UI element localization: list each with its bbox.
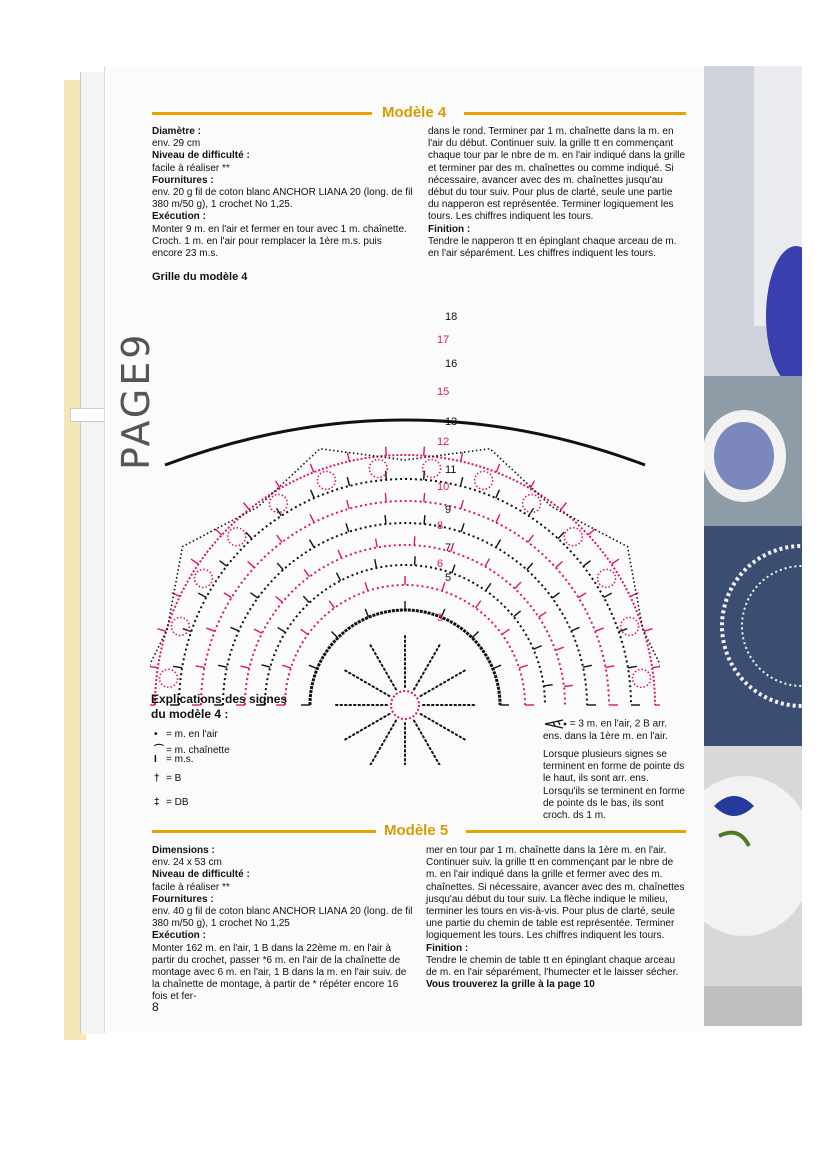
cluster-symbol-note	[543, 718, 688, 743]
stitch-mark	[347, 452, 349, 461]
symbol-note: Lorsque plusieurs signes se terminent en forme de pointe ds le haut, ils sont arr. ens. Lorsqu'ils se terminent en forme de pointe ds le bas, ils sont croch. ds 1 m.	[543, 749, 685, 822]
round-number: 3	[437, 612, 444, 624]
edge-loop	[621, 617, 639, 635]
edge-loop	[171, 617, 189, 635]
radial-chain	[344, 714, 389, 740]
stitch-mark	[604, 593, 612, 597]
paper-edge-marker	[70, 408, 106, 422]
execution-value: Monter 162 m. en l'air, 1 B dans la 22ème m. en l'air à partir du crochet, passer *6 m. en l'air de la chaînette de montage avec 6 m. en l'air, 1 B dans la m. en l'air suiv. de la chaînette de montage, à partir de * répéter encore 16 fois et fer-	[152, 942, 407, 1003]
stitch-mark	[588, 529, 595, 535]
stitch-mark	[528, 535, 533, 542]
stitch-mark	[628, 666, 637, 667]
edge-loop	[269, 494, 287, 512]
stitch-mark	[612, 559, 619, 564]
stitch-mark	[338, 550, 342, 558]
radial-chain	[370, 644, 396, 689]
stitch-mark	[303, 596, 309, 603]
stitch-mark	[282, 665, 291, 668]
stitch-mark	[376, 539, 378, 548]
stitch-mark	[564, 685, 573, 686]
stitch-mark	[365, 582, 368, 591]
radial-chain	[421, 670, 466, 696]
finishing-value: Tendre le chemin de table tt en épinglant chaque arceau de m. en l'air séparément, l'humecter et le laisser sécher.	[426, 954, 679, 979]
round-number: 7	[445, 542, 452, 554]
stitch-mark	[172, 593, 180, 597]
stitch-mark	[527, 563, 533, 570]
supplies-value: env. 20 g fil de coton blanc ANCHOR LIANA 20 (long. de fil 380 m/50 g), 1 crochet No 1,25.	[152, 187, 413, 211]
edge-loop	[423, 459, 441, 477]
stitch-mark	[539, 612, 547, 617]
photo-strip	[704, 66, 802, 1026]
stitch-mark	[310, 464, 313, 472]
legend-title: Explications des signes du modèle 4 :	[151, 692, 288, 721]
edge-loop	[228, 528, 246, 546]
stitch-mark	[561, 503, 567, 510]
stitch-mark	[183, 629, 192, 632]
stitch-mark	[365, 609, 368, 617]
edge-loop	[523, 494, 541, 512]
diameter-value: env. 29 cm	[152, 138, 201, 150]
stitch-mark	[248, 562, 255, 568]
stitch-mark	[583, 561, 590, 567]
stitch-mark	[652, 666, 660, 667]
grid-reference: Vous trouverez la grille à la page 10	[426, 979, 595, 991]
treble-symbol: †	[154, 773, 160, 784]
round-number: 10	[437, 481, 450, 493]
edge-loop	[159, 669, 177, 687]
round-number: 8	[437, 520, 444, 532]
stitch-mark	[424, 471, 425, 480]
radial-chain	[414, 721, 440, 765]
stitch-mark	[301, 629, 308, 634]
finishing-value: Tendre le napperon tt en épinglant chaque arceau de m. en l'air séparément. Les chiffres indiquent les tours.	[428, 235, 677, 260]
round-number: 11	[445, 464, 457, 476]
stitch-mark	[254, 629, 262, 633]
stitch-mark	[231, 627, 239, 631]
stitch-mark	[424, 515, 425, 524]
model5-right-column	[426, 845, 686, 991]
stitch-mark	[244, 503, 250, 510]
round-number: 9	[445, 504, 452, 516]
stitch-mark	[578, 593, 586, 598]
stitch-mark	[486, 583, 491, 590]
single-crochet-symbol: I	[154, 754, 157, 765]
round-number: 15	[437, 386, 450, 398]
execution-continued: dans le rond. Terminer par 1 m. chaînette dans la m. en l'air du début. Continuer suiv. la grille tt en commençant chaque tour par le nbre de m. en l'air indiqué dans la grille et terminer par des m. chaînettes ou comme indiqué. Si nécessaire, avancer avec des m. chaînettes jusqu'au début du tour suiv. Pour plus de clarté, seule une partie du napperon est représentée. Terminer logiquement les tours. Les chiffres indiquent les tours.	[428, 126, 686, 223]
model5-left-column	[152, 845, 414, 1004]
stitch-mark	[375, 559, 377, 568]
cluster-symbol-text: = 3 m. en l'air, 2 B arr. ens. dans la 1ère m. en l'air.	[543, 718, 668, 742]
stitch-mark	[552, 593, 559, 598]
stitch-mark	[150, 666, 158, 667]
stitch-mark	[310, 540, 315, 548]
edge-loop	[317, 471, 335, 489]
page-number: 8	[152, 1000, 159, 1014]
difficulty-label: Niveau de difficulté :	[152, 869, 250, 881]
model5-title: Modèle 5	[384, 822, 449, 839]
round-number: 12	[437, 436, 450, 448]
difficulty-value: facile à réaliser **	[152, 881, 230, 893]
stitch-mark	[583, 665, 592, 667]
stitch-mark	[514, 611, 521, 617]
legend-text: = m.s.	[166, 754, 194, 765]
diameter-label: Diamètre :	[152, 126, 201, 137]
legend-item-sc	[154, 754, 194, 765]
double-treble-symbol: ‡	[154, 797, 160, 808]
round-number: 5	[445, 572, 452, 584]
stitch-mark	[476, 601, 481, 608]
stitch-mark	[461, 523, 464, 532]
edge-loop	[564, 528, 582, 546]
stitch-mark	[347, 477, 349, 486]
dimensions-value: env. 24 x 53 cm	[152, 857, 222, 869]
edge-loop	[475, 471, 493, 489]
edge-loop	[369, 459, 387, 477]
model5-heading	[152, 822, 686, 842]
finishing-label: Finition :	[426, 942, 469, 954]
stitch-mark	[220, 561, 227, 567]
stitch-mark	[347, 500, 349, 509]
scallop-arc	[165, 420, 645, 465]
radial-chain	[414, 644, 440, 689]
stitch-mark	[218, 665, 227, 667]
stitch-mark	[571, 627, 579, 631]
stitch-mark	[246, 532, 252, 539]
stitch-mark	[515, 582, 521, 589]
stitch-mark	[158, 629, 167, 632]
radial-chain	[370, 721, 396, 765]
supplies-label: Fournitures :	[152, 893, 214, 905]
legend-text: = B	[166, 773, 182, 784]
heading-rule-right	[466, 830, 686, 833]
execution-label: Exécution :	[152, 930, 206, 942]
edge-loop	[633, 669, 651, 687]
execution-label: Exécution :	[152, 211, 206, 223]
heading-rule-left	[152, 830, 376, 833]
stitch-mark	[493, 665, 501, 668]
stitch-mark	[250, 593, 257, 598]
stitch-mark	[424, 447, 425, 456]
stitch-mark	[533, 646, 541, 650]
stitch-mark	[276, 596, 283, 602]
stitch-mark	[556, 562, 563, 568]
stitch-mark	[304, 569, 309, 576]
stitch-mark	[519, 665, 528, 668]
legend-text: = m. chaînette	[166, 745, 230, 756]
cluster-icon	[543, 718, 567, 730]
edge-loop	[194, 569, 212, 587]
model4-title: Modèle 4	[382, 104, 447, 121]
stitch-mark	[196, 666, 205, 668]
dimensions-label: Dimensions :	[152, 845, 215, 856]
supplies-label: Fournitures :	[152, 174, 214, 186]
supplies-value: env. 40 g fil de coton blanc ANCHOR LIANA 20 (long. de fil 380 m/50 g), 1 crochet No 1,25	[152, 906, 413, 930]
finishing-label: Finition :	[428, 223, 471, 235]
grid-title: Grille du modèle 4	[152, 271, 248, 283]
legend-item-b	[154, 773, 181, 784]
chain-symbol: •	[154, 729, 158, 740]
stitch-mark	[310, 514, 314, 522]
radial-chain	[344, 670, 389, 696]
stitch-mark	[206, 628, 214, 631]
stitch-mark	[277, 563, 283, 570]
round-number: 18	[445, 311, 458, 323]
stitch-mark	[595, 628, 603, 631]
stitch-mark	[644, 629, 653, 632]
heading-rule-left	[152, 112, 372, 115]
stitch-mark	[452, 565, 455, 573]
stitch-mark	[276, 481, 281, 489]
round-number: 6	[437, 558, 444, 570]
stitch-mark	[496, 464, 499, 472]
stitch-mark	[558, 532, 564, 539]
stitch-mark	[277, 535, 282, 542]
stitch-mark	[424, 493, 425, 502]
paper-edge-white	[80, 72, 107, 1034]
stitch-mark	[451, 543, 454, 552]
heading-rule-right	[464, 112, 686, 115]
legend-text: = m. en l'air	[166, 729, 218, 740]
stitch-mark	[472, 631, 478, 637]
legend-item-db	[154, 797, 189, 808]
stitch-mark	[329, 601, 334, 608]
stitch-mark	[461, 500, 463, 509]
stitch-mark	[241, 666, 250, 668]
slip-stitch-symbol: ⌒	[154, 745, 164, 756]
difficulty-value: facile à réaliser **	[152, 162, 230, 174]
stitch-mark	[496, 490, 500, 498]
legend-text: = DB	[166, 797, 189, 808]
stitch-mark	[496, 540, 501, 548]
round-number: 13	[445, 416, 458, 428]
radial-chain	[421, 714, 466, 740]
stitch-mark	[385, 493, 386, 502]
stitch-mark	[311, 490, 315, 498]
stitch-mark	[198, 593, 206, 597]
stitch-mark	[544, 685, 553, 686]
stitch-mark	[386, 447, 387, 456]
stitch-mark	[530, 481, 535, 489]
stitch-mark	[630, 593, 638, 597]
stitch-mark	[606, 666, 615, 668]
model4-heading	[152, 104, 686, 124]
stitch-mark	[460, 477, 462, 486]
legend-item-chain	[154, 729, 218, 740]
stitch-mark	[215, 529, 222, 535]
stitch-mark	[496, 514, 500, 522]
stitch-mark	[173, 666, 182, 667]
stitch-mark	[619, 629, 628, 632]
center-ring	[391, 691, 419, 719]
stitch-mark	[415, 556, 416, 565]
execution-continued: mer en tour par 1 m. chaînette dans la 1ère m. en l'air. Continuer suiv. la grille tt en commençant par le nbre de m. en l'air indiqué dans la grille et fermer avec des m. chaînettes. Si nécessaire, avancer avec des m. chaînettes jusqu'au début du tour suiv. La flèche indique le milieu, terminer les tours en vis-à-vis. Pour plus de clarté, seule une partie du chemin de table est représentée. Terminer logiquement les tours. Les chiffres indiquent les tours.	[426, 845, 685, 942]
stitch-mark	[461, 452, 463, 461]
stitch-mark	[331, 631, 337, 637]
stitch-mark	[385, 515, 386, 524]
stitch-mark	[414, 536, 415, 545]
round-number: 17	[437, 334, 450, 346]
stitch-mark	[191, 559, 198, 564]
edge-loop	[598, 569, 616, 587]
handwritten-annotation: PAGE9	[114, 331, 158, 470]
stitch-mark	[485, 559, 490, 567]
stitch-mark	[224, 593, 232, 598]
model4-left-column	[152, 126, 414, 260]
stitch-mark	[336, 573, 340, 581]
execution-value: Monter 9 m. en l'air et fermer en tour avec 1 m. chaînette. Croch. 1 m. en l'air pour remplacer la 1ère m.s. puis encore 23 m.s.	[152, 223, 407, 260]
stitch-mark	[502, 629, 509, 634]
model4-right-column	[428, 126, 686, 260]
difficulty-label: Niveau de difficulté :	[152, 150, 250, 162]
round-number: 16	[445, 358, 458, 370]
stitch-mark	[309, 665, 317, 668]
stitch-mark	[278, 628, 286, 633]
stitch-mark	[555, 647, 563, 650]
stitch-mark	[346, 523, 349, 532]
stitch-mark	[262, 665, 271, 667]
